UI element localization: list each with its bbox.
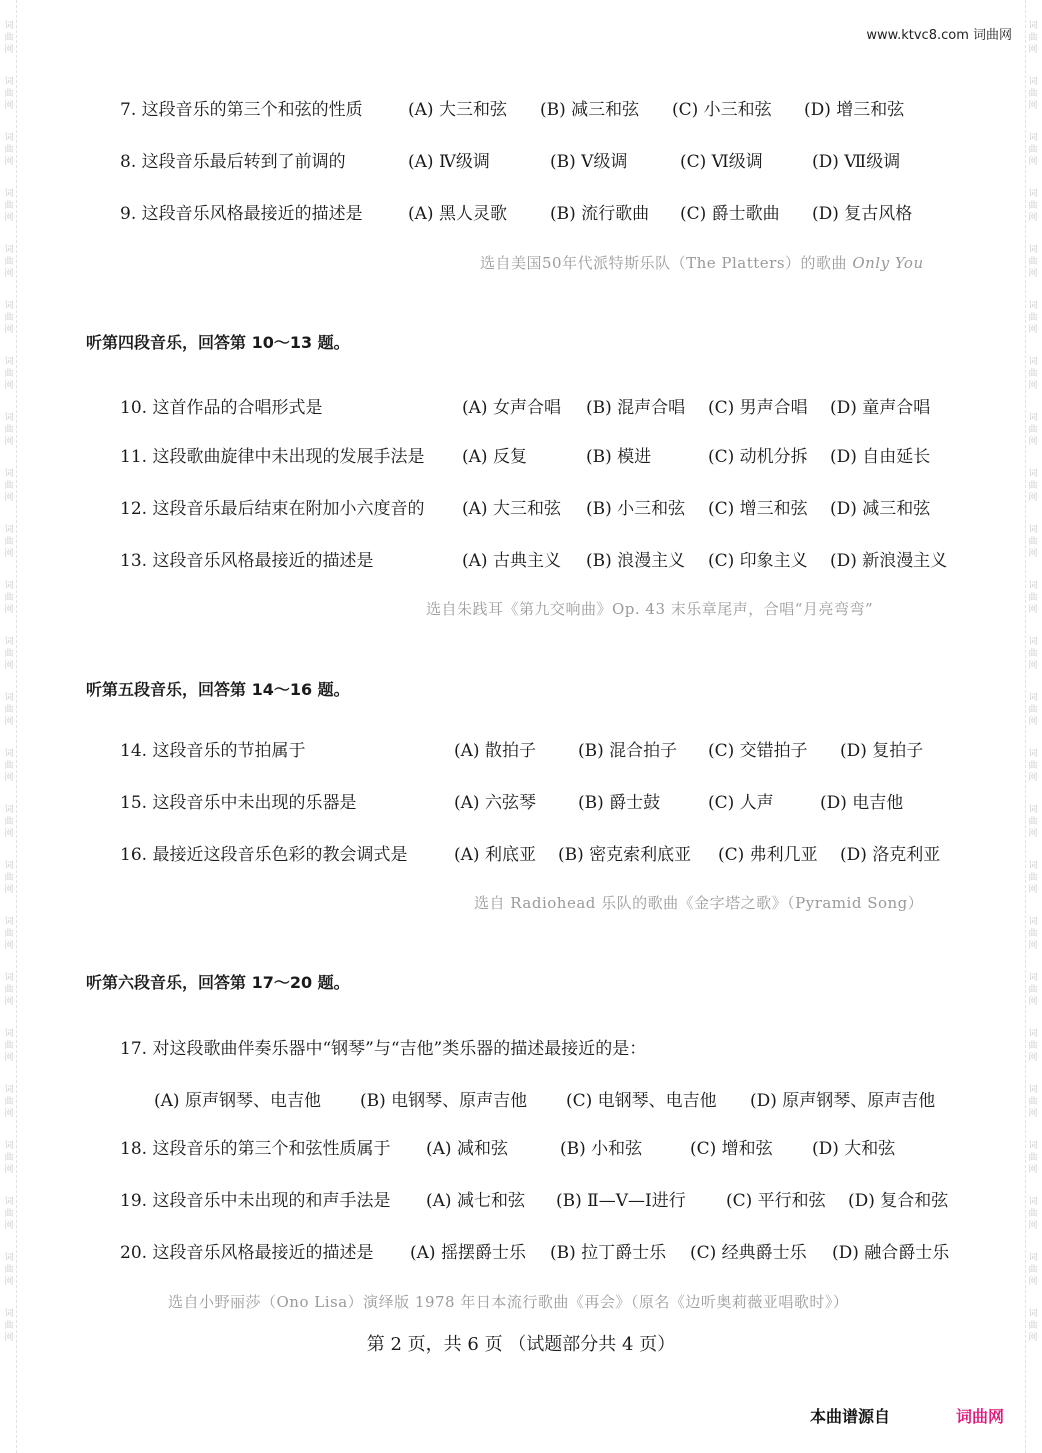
question-20-stem: 20. 这段音乐风格最接近的描述是 [120, 1243, 374, 1263]
side-strip-char: 网 [4, 213, 14, 223]
q14-option-a: (A) 散拍子 [454, 741, 536, 761]
q7-option-b: (B) 减三和弦 [540, 100, 640, 120]
question-8-stem: 8. 这段音乐最后转到了前调的 [120, 152, 346, 172]
q16-option-d: (D) 洛克利亚 [840, 845, 941, 865]
q18-option-b: (B) 小和弦 [560, 1139, 643, 1159]
side-strip-char: 词 [1028, 77, 1038, 87]
side-strip-char: 词 [4, 245, 14, 255]
q19-option-c: (C) 平行和弦 [726, 1191, 826, 1211]
side-strip-char: 网 [4, 661, 14, 671]
q9-option-c: (C) 爵士歌曲 [680, 204, 780, 224]
side-strip-char: 曲 [1028, 201, 1038, 211]
side-strip-char: 网 [1028, 381, 1038, 391]
side-strip-char: 曲 [1028, 537, 1038, 547]
side-strip-unit [4, 1084, 13, 1120]
side-strip-char: 曲 [1028, 649, 1038, 659]
site-watermark: www.ktvc8.com 词曲网 [866, 28, 1012, 43]
side-strip-char: 网 [1028, 1221, 1038, 1231]
side-strip-char: 曲 [1028, 929, 1038, 939]
side-strip-char: 网 [4, 1053, 14, 1063]
side-strip-char: 网 [4, 157, 14, 167]
side-strip-char: 网 [4, 997, 14, 1007]
side-strip-char: 词 [1028, 1029, 1038, 1039]
question-18-stem: 18. 这段音乐的第三个和弦性质属于 [120, 1139, 391, 1159]
side-strip-char: 词 [4, 1197, 14, 1207]
side-strip-char: 词 [4, 805, 14, 815]
side-strip-char: 词 [4, 973, 14, 983]
side-strip-char: 词 [1028, 1197, 1038, 1207]
side-strip-char: 网 [4, 605, 14, 615]
side-strip-char: 词 [1028, 1309, 1038, 1319]
q10-option-d: (D) 童声合唱 [830, 398, 931, 418]
question-19-stem: 19. 这段音乐中未出现的和声手法是 [120, 1191, 391, 1211]
side-strip-char: 词 [4, 1085, 14, 1095]
side-strip-char: 词 [4, 77, 14, 87]
side-strip-char: 网 [4, 269, 14, 279]
q7-option-c: (C) 小三和弦 [672, 100, 772, 120]
side-strip-char: 词 [1028, 1141, 1038, 1151]
side-strip-char: 词 [4, 469, 14, 479]
q17-option-c: (C) 电钢琴、电吉他 [566, 1091, 717, 1111]
side-strip-char: 词 [1028, 1253, 1038, 1263]
side-strip-char: 网 [4, 1333, 14, 1343]
side-strip-char: 词 [1028, 189, 1038, 199]
side-strip-char: 词 [1028, 581, 1038, 591]
side-strip-char: 网 [4, 45, 14, 55]
q9-option-a: (A) 黑人灵歌 [408, 204, 507, 224]
side-strip-char: 曲 [4, 145, 14, 155]
q20-option-d: (D) 融合爵士乐 [832, 1243, 950, 1263]
side-strip-char: 曲 [4, 873, 14, 883]
side-strip-char: 网 [4, 1277, 14, 1287]
side-strip-unit [4, 412, 13, 448]
side-strip-unit [1028, 916, 1037, 952]
side-strip-unit [4, 748, 13, 784]
side-strip-char: 网 [1028, 773, 1038, 783]
page-number: 第 2 页，共 6 页 （试题部分共 4 页） [366, 1334, 676, 1355]
side-strip-unit [1028, 692, 1037, 728]
q14-option-c: (C) 交错拍子 [708, 741, 808, 761]
question-17-stem: 17. 对这段歌曲伴奏乐器中“钢琴”与“吉他”类乐器的描述最接近的是： [120, 1039, 647, 1059]
question-13-stem: 13. 这段音乐风格最接近的描述是 [120, 551, 374, 571]
side-strip-char: 曲 [1028, 1321, 1038, 1331]
side-strip-unit [4, 804, 13, 840]
side-strip-char: 网 [1028, 661, 1038, 671]
side-strip-char: 词 [4, 917, 14, 927]
side-strip-unit [1028, 300, 1037, 336]
source-note-1-song-title: Only You [852, 254, 924, 272]
side-strip-char: 曲 [4, 481, 14, 491]
q11-option-d: (D) 自由延长 [830, 447, 931, 467]
side-strip-unit [1028, 244, 1037, 280]
side-strip-unit [4, 1196, 13, 1232]
side-strip-char: 曲 [1028, 145, 1038, 155]
side-strip-char: 词 [1028, 749, 1038, 759]
side-strip-char: 曲 [4, 369, 14, 379]
side-strip-unit [1028, 1140, 1037, 1176]
side-strip-char: 曲 [4, 425, 14, 435]
q12-option-c: (C) 增三和弦 [708, 499, 808, 519]
side-strip-char: 网 [1028, 157, 1038, 167]
side-strip-char: 词 [4, 1029, 14, 1039]
left-watermark-strip [2, 0, 17, 1453]
side-strip-char: 网 [4, 773, 14, 783]
side-strip-char: 曲 [4, 817, 14, 827]
side-strip-char: 网 [1028, 269, 1038, 279]
side-strip-char: 网 [4, 101, 14, 111]
side-strip-char: 曲 [4, 1209, 14, 1219]
side-strip-char: 网 [4, 941, 14, 951]
side-strip-char: 词 [4, 637, 14, 647]
side-strip-char: 网 [4, 381, 14, 391]
credit-brand-logo: 词曲网 [956, 1407, 1005, 1426]
side-strip-char: 词 [4, 301, 14, 311]
q10-option-c: (C) 男声合唱 [708, 398, 808, 418]
question-10-stem: 10. 这首作品的合唱形式是 [120, 398, 323, 418]
side-strip-unit [4, 300, 13, 336]
side-strip-char: 曲 [4, 1153, 14, 1163]
q10-option-b: (B) 混声合唱 [586, 398, 686, 418]
q11-option-a: (A) 反复 [462, 447, 527, 467]
q18-option-a: (A) 减和弦 [426, 1139, 508, 1159]
side-strip-unit [1028, 468, 1037, 504]
q8-option-c: (C) Ⅵ级调 [680, 152, 763, 172]
side-strip-char: 词 [1028, 301, 1038, 311]
q20-option-b: (B) 拉丁爵士乐 [550, 1243, 667, 1263]
source-note-4: 选自小野丽莎（Ono Lisa）演绎版 1978 年日本流行歌曲《再会》（原名《边听奥莉薇亚唱歌时》） [168, 1293, 849, 1311]
side-strip-char: 曲 [4, 313, 14, 323]
side-strip-unit [4, 1140, 13, 1176]
side-strip-char: 曲 [4, 1041, 14, 1051]
q8-option-a: (A) Ⅳ级调 [408, 152, 490, 172]
side-strip-char: 曲 [4, 33, 14, 43]
q12-option-d: (D) 减三和弦 [830, 499, 931, 519]
side-strip-char: 词 [4, 357, 14, 367]
side-strip-char: 网 [4, 885, 14, 895]
side-strip-char: 网 [1028, 1165, 1038, 1175]
side-strip-char: 词 [1028, 861, 1038, 871]
question-12-stem: 12. 这段音乐最后结束在附加小六度音的 [120, 499, 425, 519]
side-strip-char: 网 [1028, 1109, 1038, 1119]
side-strip-unit [4, 1028, 13, 1064]
side-strip-char: 曲 [1028, 1265, 1038, 1275]
side-strip-char: 词 [1028, 805, 1038, 815]
side-strip-unit [4, 916, 13, 952]
q15-option-d: (D) 电吉他 [820, 793, 904, 813]
side-strip-char: 曲 [1028, 1041, 1038, 1051]
source-note-3: 选自 Radiohead 乐队的歌曲《金字塔之歌》（Pyramid Song） [474, 894, 924, 912]
q19-option-a: (A) 减七和弦 [426, 1191, 525, 1211]
side-strip-char: 网 [1028, 717, 1038, 727]
side-strip-char: 词 [4, 1253, 14, 1263]
section-5-heading: 听第五段音乐，回答第 14～16 题。 [86, 680, 350, 699]
q19-option-d: (D) 复合和弦 [848, 1191, 949, 1211]
side-strip-char: 曲 [4, 985, 14, 995]
q15-option-a: (A) 六弦琴 [454, 793, 536, 813]
side-strip-char: 曲 [1028, 89, 1038, 99]
q8-option-d: (D) Ⅶ级调 [812, 152, 901, 172]
side-strip-unit [4, 524, 13, 560]
side-strip-char: 词 [4, 861, 14, 871]
side-strip-char: 网 [1028, 549, 1038, 559]
side-strip-char: 词 [1028, 693, 1038, 703]
side-strip-char: 曲 [1028, 481, 1038, 491]
side-strip-char: 网 [4, 493, 14, 503]
q11-option-c: (C) 动机分拆 [708, 447, 808, 467]
side-strip-char: 网 [1028, 101, 1038, 111]
side-strip-char: 曲 [4, 89, 14, 99]
q13-option-b: (B) 浪漫主义 [586, 551, 686, 571]
side-strip-char: 网 [4, 549, 14, 559]
side-strip-unit [1028, 412, 1037, 448]
q20-option-c: (C) 经典爵士乐 [690, 1243, 807, 1263]
side-strip-unit [1028, 1028, 1037, 1064]
side-strip-char: 曲 [4, 649, 14, 659]
q13-option-d: (D) 新浪漫主义 [830, 551, 948, 571]
side-strip-char: 网 [1028, 493, 1038, 503]
credit-label: 本曲谱源自 [810, 1407, 891, 1426]
side-strip-unit [1028, 748, 1037, 784]
right-watermark-strip [1025, 0, 1040, 1453]
side-strip-char: 曲 [1028, 705, 1038, 715]
side-strip-char: 曲 [1028, 1209, 1038, 1219]
side-strip-char: 曲 [4, 537, 14, 547]
question-15-stem: 15. 这段音乐中未出现的乐器是 [120, 793, 357, 813]
side-strip-char: 曲 [1028, 369, 1038, 379]
side-strip-unit [1028, 1252, 1037, 1288]
side-strip-char: 曲 [4, 761, 14, 771]
side-strip-char: 词 [4, 693, 14, 703]
q8-option-b: (B) Ⅴ级调 [550, 152, 628, 172]
side-strip-unit [4, 1252, 13, 1288]
side-strip-unit [1028, 76, 1037, 112]
side-strip-unit [1028, 1084, 1037, 1120]
question-9-stem: 9. 这段音乐风格最接近的描述是 [120, 204, 363, 224]
side-strip-unit [1028, 972, 1037, 1008]
side-strip-char: 曲 [4, 929, 14, 939]
side-strip-char: 曲 [1028, 761, 1038, 771]
side-strip-char: 曲 [1028, 257, 1038, 267]
side-strip-unit [4, 356, 13, 392]
side-strip-char: 词 [4, 1309, 14, 1319]
side-strip-unit [1028, 636, 1037, 672]
q13-option-c: (C) 印象主义 [708, 551, 808, 571]
q20-option-a: (A) 摇摆爵士乐 [410, 1243, 526, 1263]
side-strip-char: 词 [1028, 245, 1038, 255]
q10-option-a: (A) 女声合唱 [462, 398, 561, 418]
side-strip-char: 曲 [1028, 873, 1038, 883]
side-strip-char: 网 [1028, 1053, 1038, 1063]
q15-option-b: (B) 爵士鼓 [578, 793, 661, 813]
q17-option-a: (A) 原声钢琴、电吉他 [154, 1091, 321, 1111]
side-strip-char: 曲 [1028, 425, 1038, 435]
side-strip-char: 词 [4, 21, 14, 31]
q12-option-a: (A) 大三和弦 [462, 499, 561, 519]
side-strip-char: 词 [4, 1141, 14, 1151]
side-strip-char: 网 [1028, 213, 1038, 223]
side-strip-unit [1028, 860, 1037, 896]
side-strip-char: 词 [4, 413, 14, 423]
side-strip-char: 网 [1028, 1277, 1038, 1287]
q16-option-b: (B) 密克索利底亚 [558, 845, 692, 865]
side-strip-unit [4, 244, 13, 280]
q15-option-c: (C) 人声 [708, 793, 774, 813]
source-note-1-text: 选自美国50年代派特斯乐队（The Platters）的歌曲 [480, 254, 848, 272]
side-strip-unit [4, 188, 13, 224]
question-14-stem: 14. 这段音乐的节拍属于 [120, 741, 306, 761]
q14-option-b: (B) 混合拍子 [578, 741, 678, 761]
side-strip-unit [1028, 20, 1037, 56]
side-strip-char: 网 [1028, 941, 1038, 951]
q18-option-c: (C) 增和弦 [690, 1139, 773, 1159]
side-strip-char: 曲 [1028, 1097, 1038, 1107]
side-strip-char: 词 [1028, 917, 1038, 927]
source-note-2: 选自朱践耳《第九交响曲》Op. 43 末乐章尾声，合唱“月亮弯弯” [426, 600, 874, 618]
side-strip-char: 曲 [4, 257, 14, 267]
side-strip-char: 网 [1028, 45, 1038, 55]
q16-option-a: (A) 利底亚 [454, 845, 536, 865]
side-strip-unit [4, 636, 13, 672]
side-strip-char: 曲 [4, 201, 14, 211]
side-strip-char: 曲 [4, 1321, 14, 1331]
side-strip-unit [4, 972, 13, 1008]
side-strip-char: 网 [1028, 1333, 1038, 1343]
side-strip-char: 网 [1028, 437, 1038, 447]
side-strip-char: 词 [4, 525, 14, 535]
side-strip-char: 曲 [1028, 313, 1038, 323]
side-strip-unit [4, 76, 13, 112]
side-strip-char: 词 [1028, 525, 1038, 535]
side-strip-char: 曲 [1028, 1153, 1038, 1163]
side-strip-unit [1028, 132, 1037, 168]
side-strip-char: 网 [4, 717, 14, 727]
side-strip-char: 网 [1028, 605, 1038, 615]
side-strip-char: 词 [4, 749, 14, 759]
side-strip-unit [4, 468, 13, 504]
side-strip-char: 曲 [4, 705, 14, 715]
side-strip-unit [4, 132, 13, 168]
side-strip-unit [1028, 804, 1037, 840]
source-note-1 [480, 252, 924, 273]
side-strip-char: 词 [4, 133, 14, 143]
q7-option-a: (A) 大三和弦 [408, 100, 507, 120]
q17-option-b: (B) 电钢琴、原声吉他 [360, 1091, 528, 1111]
side-strip-char: 词 [1028, 21, 1038, 31]
side-strip-unit [4, 20, 13, 56]
side-strip-unit [4, 692, 13, 728]
side-strip-char: 网 [4, 829, 14, 839]
side-strip-char: 词 [1028, 469, 1038, 479]
side-strip-char: 网 [4, 1165, 14, 1175]
section-6-heading: 听第六段音乐，回答第 17～20 题。 [86, 973, 350, 992]
side-strip-unit [4, 860, 13, 896]
section-4-heading: 听第四段音乐，回答第 10～13 题。 [86, 333, 350, 352]
q9-option-d: (D) 复古风格 [812, 204, 913, 224]
side-strip-char: 词 [4, 189, 14, 199]
side-strip-char: 网 [4, 1109, 14, 1119]
q9-option-b: (B) 流行歌曲 [550, 204, 650, 224]
side-strip-char: 网 [1028, 885, 1038, 895]
side-strip-char: 曲 [1028, 593, 1038, 603]
side-strip-char: 网 [1028, 997, 1038, 1007]
side-strip-char: 曲 [1028, 817, 1038, 827]
side-strip-char: 曲 [1028, 33, 1038, 43]
side-strip-unit [4, 580, 13, 616]
side-strip-char: 曲 [1028, 985, 1038, 995]
side-strip-char: 网 [1028, 829, 1038, 839]
side-strip-char: 词 [1028, 413, 1038, 423]
q11-option-b: (B) 模进 [586, 447, 652, 467]
side-strip-char: 网 [4, 325, 14, 335]
side-strip-unit [1028, 188, 1037, 224]
q19-option-b: (B) Ⅱ—Ⅴ—Ⅰ进行 [556, 1191, 686, 1211]
side-strip-char: 词 [1028, 637, 1038, 647]
q16-option-c: (C) 弗利几亚 [718, 845, 818, 865]
side-strip-char: 词 [4, 581, 14, 591]
side-strip-char: 词 [1028, 973, 1038, 983]
side-strip-char: 网 [4, 437, 14, 447]
question-7-stem: 7. 这段音乐的第三个和弦的性质 [120, 100, 363, 120]
side-strip-char: 词 [1028, 1085, 1038, 1095]
q13-option-a: (A) 古典主义 [462, 551, 561, 571]
question-16-stem: 16. 最接近这段音乐色彩的教会调式是 [120, 845, 408, 865]
q14-option-d: (D) 复拍子 [840, 741, 924, 761]
side-strip-char: 网 [1028, 325, 1038, 335]
side-strip-char: 曲 [4, 593, 14, 603]
side-strip-char: 曲 [4, 1097, 14, 1107]
side-strip-unit [1028, 356, 1037, 392]
side-strip-unit [1028, 524, 1037, 560]
side-strip-char: 词 [1028, 357, 1038, 367]
q17-option-d: (D) 原声钢琴、原声吉他 [750, 1091, 936, 1111]
side-strip-unit [1028, 1196, 1037, 1232]
q18-option-d: (D) 大和弦 [812, 1139, 896, 1159]
side-strip-char: 曲 [4, 1265, 14, 1275]
q7-option-d: (D) 增三和弦 [804, 100, 905, 120]
side-strip-char: 网 [4, 1221, 14, 1231]
side-strip-unit [1028, 580, 1037, 616]
side-strip-char: 词 [1028, 133, 1038, 143]
q12-option-b: (B) 小三和弦 [586, 499, 686, 519]
question-11-stem: 11. 这段歌曲旋律中未出现的发展手法是 [120, 447, 425, 467]
